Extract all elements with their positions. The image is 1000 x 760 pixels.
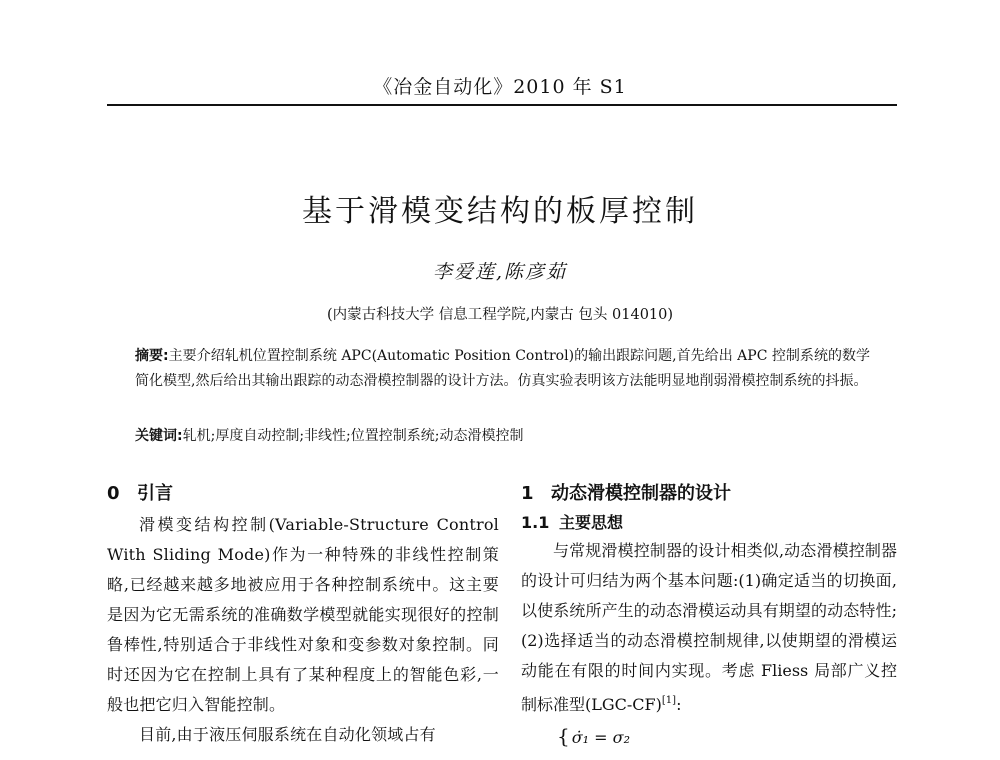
running-head: 《冶金自动化》2010 年 S1 (373, 76, 627, 98)
intro-paragraph-2: 目前,由于液压伺服系统在自动化领域占有 (139, 725, 436, 744)
section-0-heading (107, 478, 499, 510)
abstract (135, 344, 870, 394)
intro-paragraph: 滑模变结构控制(Variable-Structure Control With Sliding Mode)作为一种特殊的非线性控制策略,已经越来越多地被应用于各种控制系统中。这主要是因为它无需系统的准确数学模型就能实现很好的控制鲁棒性,特别适合于非线性对象和变参数对象控制。同时还因为它在控制上具有了某种程度上的智能色彩,一般也把它归入智能控制。 (107, 515, 499, 714)
subsection-title: 主要思想 (559, 513, 624, 532)
equation-brace: { (557, 724, 570, 748)
header-rule (107, 104, 897, 106)
equation (521, 724, 897, 750)
section-title: 动态滑模控制器的设计 (551, 483, 731, 504)
section-number: 0 (107, 483, 120, 504)
right-column (521, 478, 897, 750)
citation: [1] (661, 695, 677, 706)
section-number: 1 (521, 483, 534, 504)
section-1-heading (521, 478, 897, 510)
keywords-label: 关键词: (135, 428, 183, 444)
equation-line: σ̇₁ = σ₂ (571, 728, 630, 747)
design-paragraph-text: 与常规滑模控制器的设计相类似,动态滑模控制器的设计可归结为两个基本问题:(1)确定适当的切换面,以使系统所产生的动态滑模运动具有期望的动态特性;(2)选择适当的动态滑模控制规律,以使期望的滑模运动能在有限的时间内实现。考虑 Fliess 局部广义控制标准型(LGC-CF) (521, 541, 897, 714)
design-paragraph (521, 536, 897, 720)
abstract-label: 摘要: (135, 348, 169, 364)
keywords-text: 轧机;厚度自动控制;非线性;位置控制系统;动态滑模控制 (182, 428, 524, 444)
keywords (135, 424, 870, 449)
subsection-number: 1.1 (521, 513, 550, 532)
subsection-1-1-heading (521, 510, 897, 536)
section-title: 引言 (137, 483, 173, 504)
authors: 李爱莲,陈彦茹 (432, 261, 568, 283)
affiliation: (内蒙古科技大学 信息工程学院,内蒙古 包头 014010) (326, 307, 674, 323)
left-column (107, 478, 499, 750)
abstract-text: 主要介绍轧机位置控制系统 APC(Automatic Position Control)的输出跟踪问题,首先给出 APC 控制系统的数学简化模型,然后给出其输出跟踪的动态滑模控制器的设计方法。仿真实验表明该方法能明显地削弱滑模控制系统的抖振。 (135, 348, 870, 389)
design-paragraph-end: : (676, 695, 682, 714)
paper-title: 基于滑模变结构的板厚控制 (302, 194, 698, 229)
